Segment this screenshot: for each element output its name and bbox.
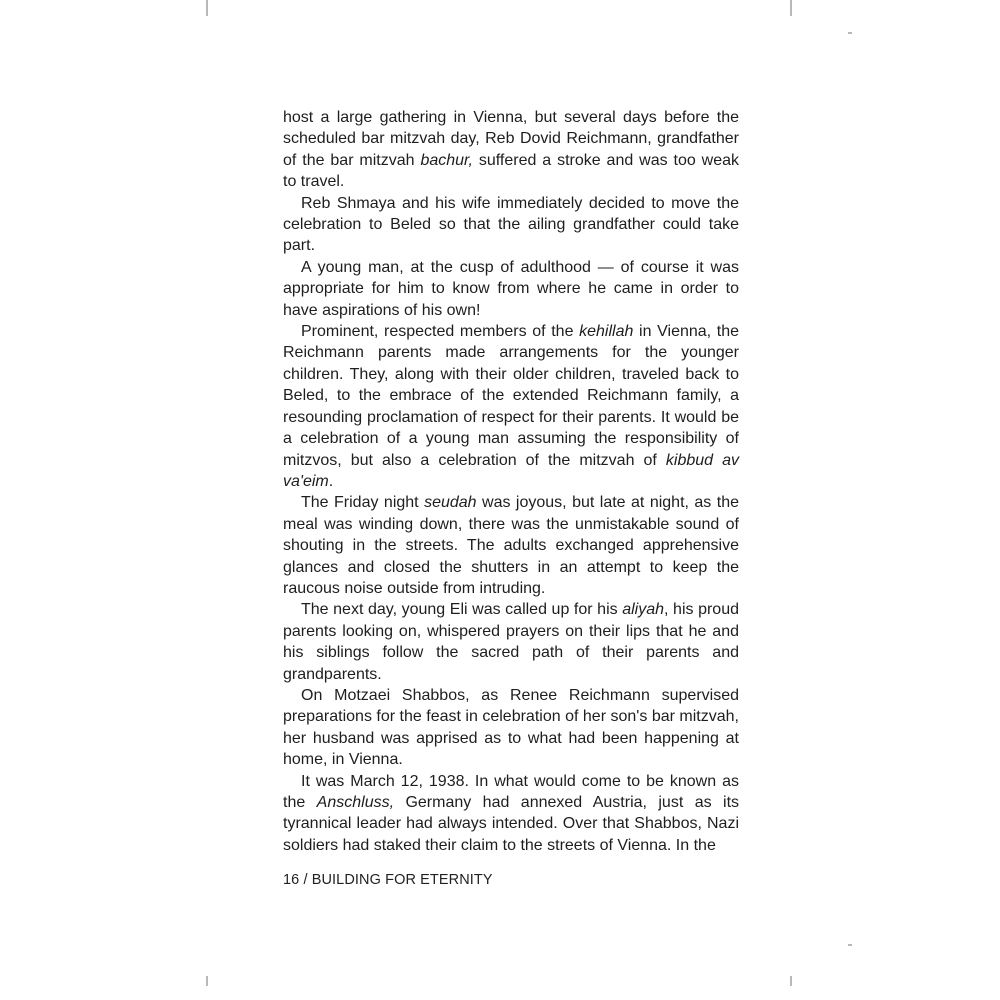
paragraph: host a large gathering in Vienna, but several days before the scheduled bar mitzvah day, Reb Dovid Reichmann, grandfather of the bar mitzvah bachur, suffered a stroke and was too weak to travel.: [283, 109, 739, 191]
crop-mark-top-right: [790, 0, 792, 16]
paragraph: On Motzaei Shabbos, as Renee Reichmann supervised preparations for the feast in celebration of her son's bar mitzvah, her husband was apprised as to what had been happening at home, in Vienna.: [283, 686, 739, 769]
crop-mark-top-left: [206, 0, 208, 16]
paragraph: Reb Shmaya and his wife immediately decided to move the celebration to Beled so that the ailing grandfather could take part.: [283, 194, 739, 255]
page-footer: 16 / BUILDING FOR ETERNITY: [283, 872, 493, 888]
paragraph: It was March 12, 1938. In what would come to be known as the Anschluss, Germany had annexed Austria, just as its tyrannical leader had always intended. Over that Shabbos, Nazi soldiers had staked their claim to the streets of Vienna. In the: [283, 772, 740, 854]
paragraph: The Friday night seudah was joyous, but late at night, as the meal was winding down, there was the unmistakable sound of shouting in the streets. The adults exchanged apprehensive glances and closed the shutters in an attempt to keep the raucous noise outside from intruding.: [283, 494, 739, 597]
paragraph: A young man, at the cusp of adulthood — of course it was appropriate for him to know from where he came in order to have aspirations of his own!: [283, 258, 739, 319]
paragraph: Prominent, respected members of the kehillah in Vienna, the Reichmann parents made arrangements for the younger children. They, along with their older children, traveled back to Beled, to the embrace of the extended Reichmann family, a resounding proclamation of respect for their parents. It would be a celebration of a young man assuming the responsibility of mitzvos, but also a celebration of the mitzvah of kibbud av va'eim.: [283, 323, 739, 490]
body-text: [283, 107, 739, 856]
paragraph: The next day, young Eli was called up for his aliyah, his proud parents looking on, whispered prayers on their lips that he and his siblings follow the sacred path of their parents and grandparents.: [283, 601, 739, 683]
